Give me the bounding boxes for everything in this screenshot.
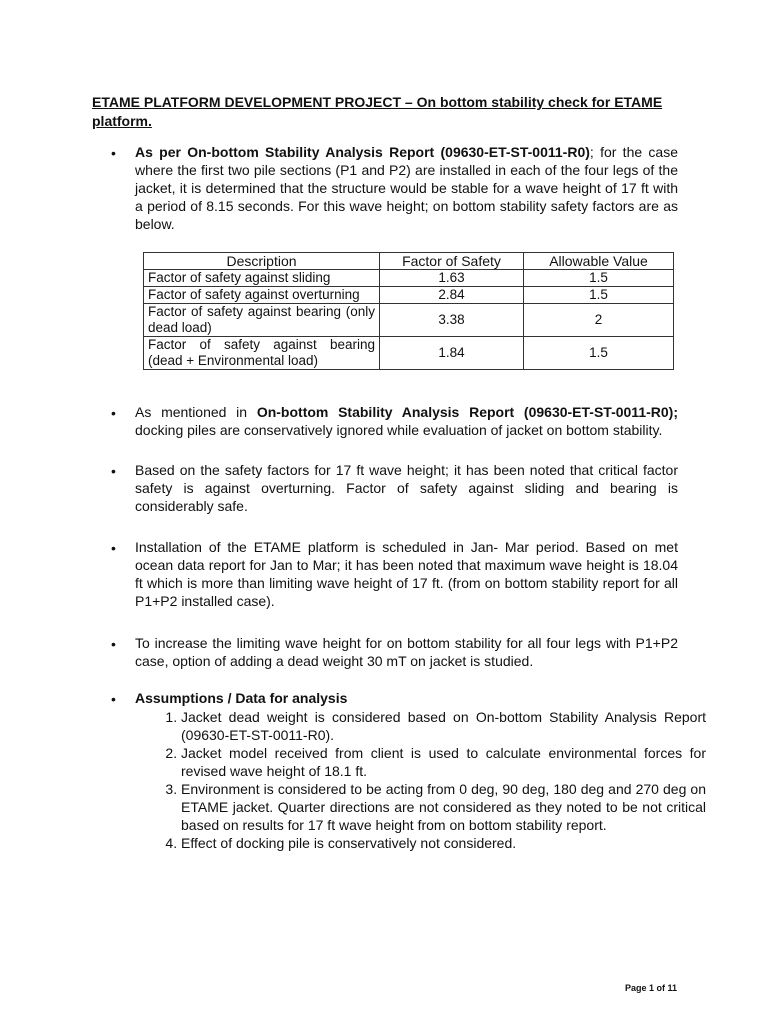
list-item: 2. Jacket model received from client is used to calculate environmental forces for revised wave height of 18.1 ft. [181,744,706,780]
row-factor-of-safety: 1.63 [380,270,524,287]
row-description: Factor of safety against sliding [144,270,380,287]
row-allowable-value: 1.5 [524,337,674,370]
row-factor-of-safety: 1.84 [380,337,524,370]
list-item: 1. Jacket dead weight is considered based on On-bottom Stability Analysis Report (09630-ET-ST-0011-R0). [181,708,706,744]
row-allowable-value: 2 [524,304,674,337]
bullet-2-text-post: docking piles are conservatively ignored while evaluation of jacket on bottom stability. [135,422,663,438]
row-allowable-value: 1.5 [524,287,674,304]
bullet-3-marker: • [111,463,116,479]
table-row [144,337,674,370]
bullet-3-paragraph: Based on the safety factors for 17 ft wave height; it has been noted that critical factor safety is against overturning. Factor of safety against sliding and bearing is considerably safe. [135,462,678,514]
row-factor-of-safety: 3.38 [380,304,524,337]
bullet-2-text-pre: As mentioned in [135,404,257,420]
row-description: Factor of safety against bearing (dead + Environmental load) [144,337,380,370]
table-header-row [144,253,674,270]
assumptions-list [153,708,706,852]
list-item: 3. Environment is considered to be acting from 0 deg, 90 deg, 180 deg and 270 deg on ETAME jacket. Quarter directions are not considered as they noted to be not critical based on results for 17 ft wave height from on bottom stability report. [181,780,706,834]
bullet-2-report-ref: On-bottom Stability Analysis Report (09630-ET-ST-0011-R0); [256,404,678,420]
row-factor-of-safety: 2.84 [380,287,524,304]
safety-factor-table [143,252,674,370]
row-description: Factor of safety against overturning [144,287,380,304]
row-description: Factor of safety against bearing (only dead load) [144,304,380,337]
col-header-factor-of-safety: Factor of Safety [380,253,524,270]
document-title: ETAME PLATFORM DEVELOPMENT PROJECT – On bottom stability check for ETAME platform. [92,94,663,129]
bullet-1-text: ; for the case where the first two pile sections (P1 and P2) are installed in each of the four legs of the jacket, it is determined that the structure would be stable for a wave height of 17 ft with a period of 8.15 seconds. For this wave height; on bottom stability safety factors are as below. [135,144,678,232]
bullet-2-paragraph [135,403,678,439]
page-number: Page 1 of 11 [624,983,677,993]
bullet-1-paragraph [135,143,678,233]
table-row [144,270,674,287]
bullet-4-paragraph: Installation of the ETAME platform is scheduled in Jan- Mar period. Based on met ocean data report for Jan to Mar; it has been noted that maximum wave height is 18.04 ft which is more than limiting wave height of 17 ft. (from on bottom stability report for all P1+P2 installed case). [135,539,678,609]
bullet-2-marker: • [111,405,116,421]
table-row [144,304,674,337]
list-item: 4. Effect of docking pile is conservatively not considered. [181,834,706,852]
bullet-6-marker: • [111,691,116,707]
col-header-allowable-value: Allowable Value [524,253,674,270]
bullet-1-report-ref: As per On-bottom Stability Analysis Report (09630-ET-ST-0011-R0) [135,144,590,160]
assumptions-heading: Assumptions / Data for analysis [135,690,348,706]
col-header-description: Description [144,253,380,270]
bullet-5-paragraph: To increase the limiting wave height for on bottom stability for all four legs with P1+P2 case, option of adding a dead weight 30 mT on jacket is studied. [135,635,678,669]
table-row [144,287,674,304]
bullet-4-marker: • [111,540,116,556]
bullet-5-marker: • [111,636,116,652]
row-allowable-value: 1.5 [524,270,674,287]
bullet-1-marker: • [111,145,116,161]
